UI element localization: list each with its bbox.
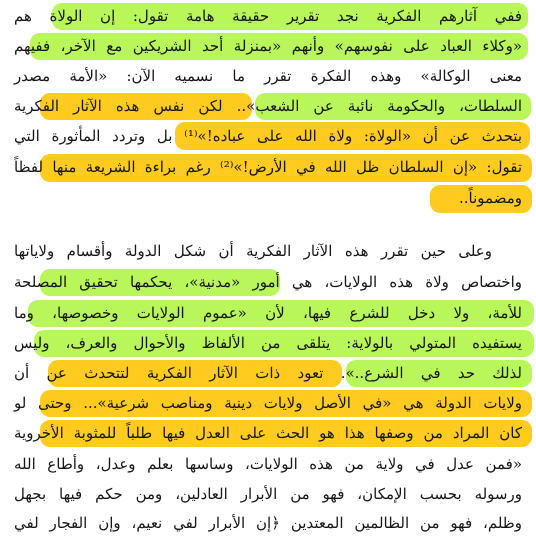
line-text: «وكلاء العباد على نفوسهم» وأنهم «بمنزلة أحد الشريكين مع الآخر، ففيهم [14,37,522,55]
paragraph-line [14,185,522,212]
paragraph-line [14,360,522,387]
line-text: وظلم، فهو من الظالمين المعتدين ﴿إن الأبرار لفي نعيم، وإن الفجار لفي [14,514,522,532]
paragraph-line [14,510,522,537]
paragraph-line [14,300,522,327]
line-text: لذلك حد في الشرع..». تعود ذات الآثار الفكرية لتتحدث عن أن [14,364,522,382]
paragraph-line [14,123,522,150]
line-text: السلطات، والحكومة نائبة عن الشعب».. لكن نفس هذه الآثار الفكرية [14,97,522,115]
line-text: كان المراد من وصفها هذا هو الحث على العدل فيها طلباً للمثوبة الأخروية [14,424,522,442]
paragraph-line [14,154,522,181]
paragraph-line [14,63,522,90]
paragraph-line [14,3,522,30]
line-text: ومضموناً.. [459,189,522,207]
line-text: ولايات الدولة هي «في الأصل ولايات دينية ومناصب شرعية»... وحتى لو [14,394,522,412]
paragraph-line [14,33,522,60]
paragraph-line [14,451,522,478]
line-text: «فمن عدل في ولاية من هذه الولايات، وساسها بعلم وعدل، وأطاع الله [14,455,523,473]
line-text: بتحدث عن أن «الولاة: ولاة الله على عباده!»⁽¹⁾ بل وتردد المأثورة التي [14,127,523,145]
paragraph-line [14,330,522,357]
line-text: ورسوله بحسب الإمكان، فهو من الأبرار العادلين، ومن حكم فيها بجهل [14,485,522,503]
paragraph-line [14,390,522,417]
line-text: يستفيده المتولي بالولاية: يتلقى من الألفاظ والأحوال والعرف، وليس [14,334,522,352]
paragraph-line [14,481,522,508]
line-text: ففي آثارهم الفكرية نجد تقرير حقيقة هامة تقول: إن الولاة هم [14,7,522,25]
line-text: معنى الوكالة» وهذه الفكرة تقرر ما نسميه الآن: «الأمة مصدر [14,67,522,85]
line-text: وعلى حين تقرر هذه الآثار الفكرية أن شكل الدولة وأقسام ولاياتها [14,242,492,260]
line-text: للأمة، ولا دخل للشرع فيها، لأن «عموم الولايات وخصوصها، وما [14,304,522,322]
paragraph-line [14,238,492,265]
line-text: واختصاص ولاة هذه الولايات، هي أمور «مدنية»، يحكمها تحقيق المصلحة [14,273,522,291]
paragraph-line [14,93,522,120]
paragraph-line [14,420,522,447]
paragraph-line [14,269,522,296]
line-text: تقول: «إن السلطان ظل الله في الأرض!»⁽²⁾ رغم براءة الشريعة منها لفظاً [14,158,522,176]
